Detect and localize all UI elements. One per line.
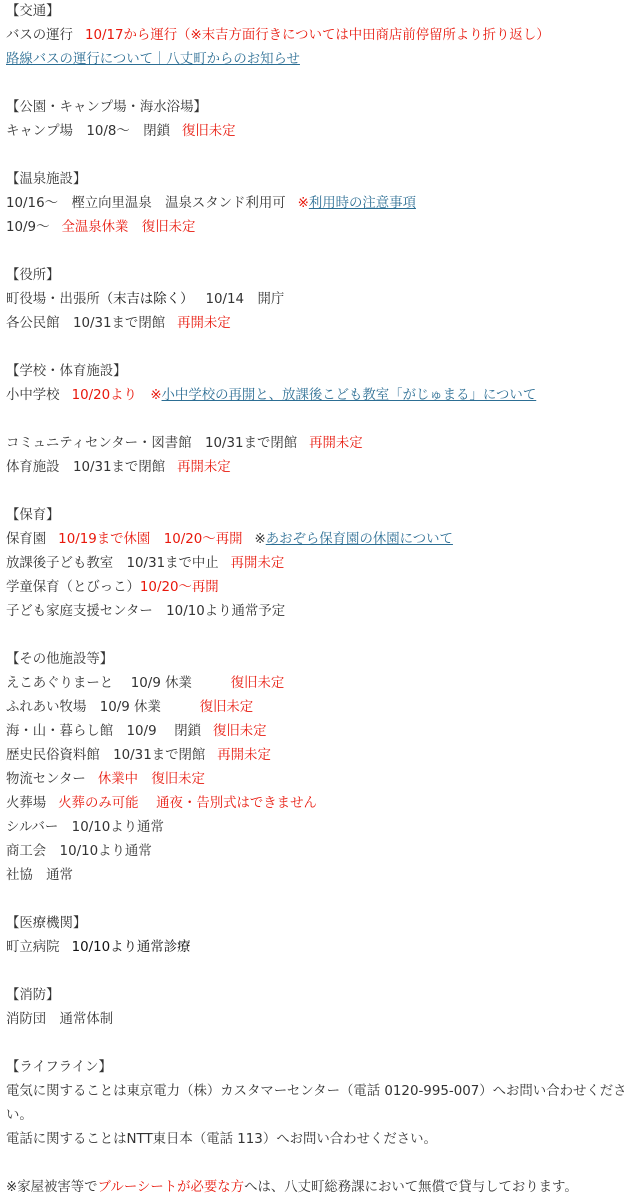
other-row-label: 歴史民俗資料館 10/31まで閉館	[6, 748, 206, 763]
other-row	[6, 720, 639, 744]
other-row	[6, 768, 639, 792]
other-row	[6, 792, 639, 816]
blue-sheet-notice	[6, 1176, 639, 1200]
onsen-notice-link[interactable]: 利用時の注意事項	[308, 196, 416, 211]
bus-row	[6, 24, 639, 48]
childcare-row-2-label: 放課後子ども教室 10/31まで中止	[6, 556, 219, 571]
childcare-row-3	[6, 576, 639, 600]
fire-heading: 【消防】	[6, 988, 60, 1003]
school-row-1-label: 小中学校	[6, 388, 60, 403]
childcare-row-3-status: 10/20～再開	[139, 580, 219, 595]
blue-sheet-prefix: ※家屋被害等で	[6, 1180, 98, 1195]
other-row-label: ふれあい牧場 10/9 休業	[6, 700, 188, 715]
bus-link-row	[6, 48, 639, 72]
blue-sheet-suffix: へは、八丈町総務課において無償で貸与しております。	[244, 1180, 578, 1195]
medical-heading: 【医療機関】	[6, 916, 87, 931]
childcare-heading: 【保育】	[6, 508, 60, 523]
other-heading: 【その他施設等】	[6, 652, 114, 667]
onsen-note-mark: ※	[297, 196, 309, 211]
school-row-3-status: 再開未定	[177, 460, 231, 475]
childcare-row-1	[6, 528, 639, 552]
traffic-heading: 【交通】	[6, 4, 60, 19]
lifeline-electricity: 電気に関することは東京電力（株）カスタマーセンター（電話 0120-995-007）へお問い合わせください。	[6, 1084, 627, 1123]
other-row-status: 復旧未定	[230, 676, 285, 691]
school-row-1-status: 10/20より ※	[71, 388, 162, 403]
onsen-row-2-status: 全温泉休業 復旧未定	[61, 220, 196, 235]
onsen-heading: 【温泉施設】	[6, 172, 87, 187]
other-row-status: 再開未定	[217, 748, 271, 763]
onsen-row-2-label: 10/9～	[6, 220, 50, 235]
other-row-label: 物流センター	[6, 772, 86, 787]
other-row-label: 火葬場	[6, 796, 47, 811]
childcare-row-2-status: 再開未定	[230, 556, 285, 571]
other-row	[6, 696, 639, 720]
school-reopen-link[interactable]: 小中学校の再開と、放課後こども教室「がじゅまる」について	[161, 388, 537, 403]
school-row-3-label: 体育施設 10/31まで閉館	[6, 460, 166, 475]
medical-row-1-status: 10/10より通常診療	[71, 940, 191, 955]
camp-label: キャンプ場 10/8～ 閉鎖	[6, 124, 170, 139]
other-row-status: 復旧未定	[213, 724, 267, 739]
other-row-status: 火葬のみ可能 通夜・告別式はできません	[58, 796, 317, 811]
other-row-label: 商工会 10/10より通常	[6, 844, 152, 859]
childcare-row-4	[6, 600, 639, 624]
office-row-1-label: 町役場・出張所	[6, 292, 100, 307]
camp-status: 復旧未定	[181, 124, 236, 139]
childcare-row-4-label: 子ども家庭支援センター 10/10より通常予定	[6, 604, 286, 619]
onsen-row-2	[6, 216, 639, 240]
office-row-2-label: 各公民館 10/31まで閉館	[6, 316, 166, 331]
school-heading: 【学校・体育施設】	[6, 364, 127, 379]
office-row-1-date: 10/14 開庁	[205, 292, 285, 307]
lifeline-heading: 【ライフライン】	[6, 1060, 112, 1075]
office-row-1-exception: （末吉は除く）	[99, 292, 194, 307]
other-row	[6, 816, 639, 840]
onsen-row-1-label: 10/16～ 樫立向里温泉 温泉スタンド利用可	[6, 196, 286, 211]
medical-row-1-label: 町立病院	[6, 940, 60, 955]
school-row-2	[6, 432, 639, 456]
nursery-closure-link[interactable]: あおぞら保育園の休園について	[265, 532, 453, 547]
other-row	[6, 864, 639, 888]
other-row	[6, 840, 639, 864]
lifeline-telephone: 電話に関することはNTT東日本（電話 113）へお問い合わせください。	[6, 1132, 437, 1147]
school-row-3	[6, 456, 639, 480]
bus-label: バスの運行	[6, 28, 73, 43]
blue-sheet-highlight: ブルーシートが必要な方	[97, 1180, 245, 1195]
bus-info-link[interactable]: 路線バスの運行について｜八丈町からのお知らせ	[6, 52, 300, 67]
other-row-label: 社協 通常	[6, 868, 73, 883]
other-row-label: 海・山・暮らし館 10/9 閉鎖	[6, 724, 202, 739]
other-row-status: 復旧未定	[199, 700, 254, 715]
other-row	[6, 744, 639, 768]
childcare-row-2	[6, 552, 639, 576]
camp-row	[6, 120, 639, 144]
school-row-2-label: コミュニティセンター・図書館 10/31まで閉館	[6, 436, 298, 451]
bus-status: 10/17から運行（※末吉方面行きについては中田商店前停留所より折り返し）	[84, 28, 550, 43]
onsen-row-1	[6, 192, 639, 216]
childcare-note-mark: ※	[254, 532, 266, 547]
other-row-status: 休業中 復旧未定	[97, 772, 205, 787]
childcare-row-1-status: 10/19まで休園 10/20～再開	[58, 532, 243, 547]
school-row-2-status: 再開未定	[309, 436, 363, 451]
office-heading: 【役所】	[6, 268, 60, 283]
office-row-2	[6, 312, 639, 336]
office-row-2-status: 再開未定	[177, 316, 231, 331]
park-heading: 【公園・キャンプ場・海水浴場】	[6, 100, 207, 115]
childcare-row-1-label: 保育園	[6, 532, 47, 547]
medical-row-1	[6, 936, 639, 960]
fire-row-1: 消防団 通常体制	[6, 1012, 114, 1027]
office-row-1	[6, 288, 639, 312]
childcare-row-3-label: 学童保育（とびっこ）	[6, 580, 140, 595]
other-row	[6, 672, 639, 696]
other-row-label: シルバー 10/10より通常	[6, 820, 164, 835]
other-row-label: えこあぐりまーと 10/9 休業	[6, 676, 219, 691]
school-row-1	[6, 384, 639, 408]
